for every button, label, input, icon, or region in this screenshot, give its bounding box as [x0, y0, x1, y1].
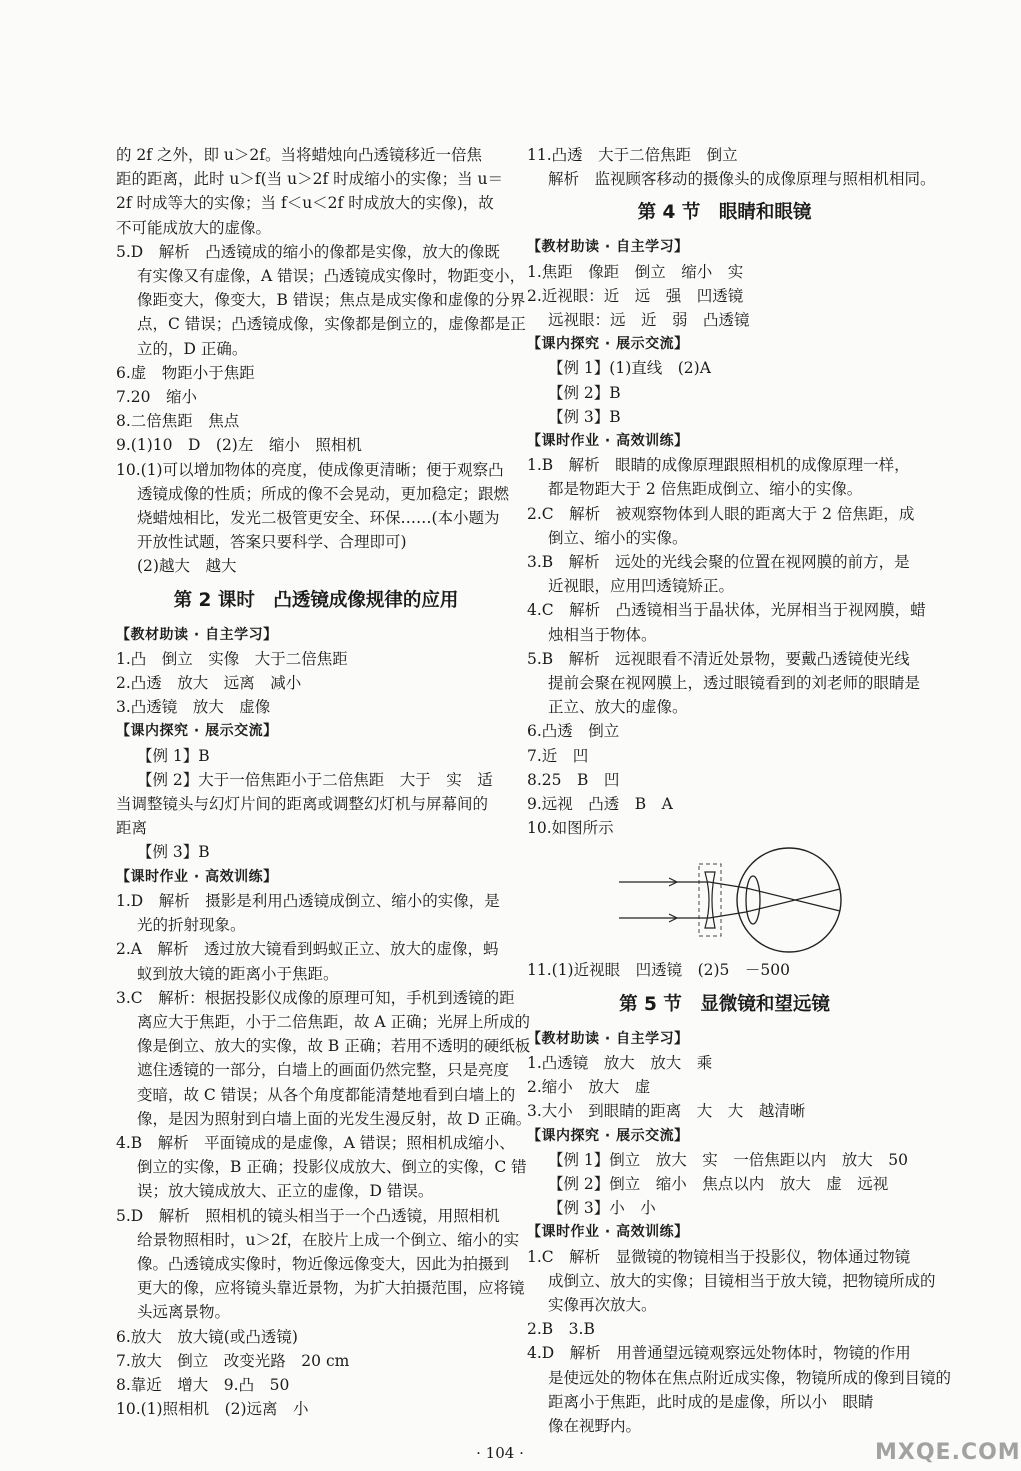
answer-line: 【例 1】(1)直线 (2)A — [548, 359, 711, 378]
answer-line: 8.25 B 凹 — [527, 770, 620, 789]
answer-line: 11.(1)近视眼 凹透镜 (2)5 －500 — [527, 961, 791, 980]
answer-line: 1.焦距 像距 倒立 缩小 实 — [527, 262, 744, 281]
answer-line: 3.凸透镜 放大 虚像 — [116, 698, 271, 717]
answer-line: 1.B 解析 眼睛的成像原理跟照相机的成像原理一样， — [527, 456, 910, 475]
answer-line: 【例 2】倒立 缩小 焦点以内 放大 虚 远视 — [548, 1174, 889, 1193]
answer-line: 点，C 错误；凸透镜成像，实像都是倒立的，虚像都是正 — [137, 315, 526, 334]
answer-line: 【例 2】B — [548, 383, 621, 402]
answer-line: 给景物照相时，u＞2f，在胶片上成一个倒立、缩小的实 — [137, 1230, 520, 1249]
section-heading: 【课内探究 · 展示交流】 — [527, 336, 689, 353]
eyeball-outline — [737, 848, 841, 952]
answer-line: 2f 时成等大的实像；当 f＜u＜2f 时成放大的实像)，故 — [116, 194, 494, 213]
answer-line: 像距变大，像变大，B 错误；焦点是成实像和虚像的分界 — [137, 291, 526, 310]
answer-line: 4.B 解析 平面镜成的是虚像，A 错误；照相机成缩小、 — [116, 1133, 515, 1152]
answer-line: 距离 — [116, 819, 148, 838]
answer-line: 离应大于焦距，小于二倍焦距，故 A 正确；光屏上所成的 — [137, 1012, 531, 1031]
answer-line: 像，是因为照射到白墙上面的光发生漫反射，故 D 正确。 — [137, 1109, 532, 1128]
answer-line: 2.A 解析 透过放大镜看到蚂蚁正立、放大的虚像，蚂 — [116, 940, 499, 959]
answer-line: 像。凸透镜成实像时，物近像远像变大，因此为拍摄到 — [137, 1254, 510, 1273]
answer-line: 5.D 解析 凸透镜成的缩小的像都是实像，放大的像既 — [116, 242, 500, 261]
section-heading: 【课内探究 · 展示交流】 — [116, 723, 278, 740]
answer-line: 5.D 解析 照相机的镜头相当于一个凸透镜，用照相机 — [116, 1206, 500, 1225]
page-number: · 104 · — [476, 1444, 524, 1462]
section-heading: 【教材助读 · 自主学习】 — [527, 239, 689, 256]
answer-line: 4.D 解析 用普通望远镜观察远处物体时，物镜的作用 — [527, 1344, 911, 1363]
answer-line: 7.放大 倒立 改变光路 20 cm — [116, 1351, 350, 1370]
answer-line: 【例 2】大于一倍焦距小于二倍焦距 大于 实 适 — [137, 770, 493, 789]
answer-line: 实像再次放大。 — [548, 1295, 657, 1314]
section-heading: 【教材助读 · 自主学习】 — [527, 1030, 689, 1047]
answer-line: 2.缩小 放大 虚 — [527, 1078, 651, 1097]
answer-line: 2.近视眼：近 远 强 凹透镜 — [527, 286, 744, 305]
answer-line: 3.B 解析 远处的光线会聚的位置在视网膜的前方，是 — [527, 553, 910, 572]
answer-line: 4.C 解析 凸透镜相当于晶状体，光屏相当于视网膜，蜡 — [527, 601, 926, 620]
answer-line: 提前会聚在视网膜上，透过眼镜看到的刘老师的眼睛是 — [548, 674, 921, 693]
answer-line: (2)越大 越大 — [137, 557, 237, 576]
answer-line: 透镜成像的性质；所成的像不会晃动，更加稳定；跟燃 — [137, 484, 510, 503]
answer-line: 像是倒立、放大的实像，故 B 正确；若用不透明的硬纸板 — [137, 1037, 531, 1056]
section-heading: 【课时作业 · 高效训练】 — [527, 433, 689, 450]
answer-line: 成倒立、放大的实像；目镜相当于放大镜，把物镜所成的 — [548, 1271, 936, 1290]
answer-line: 8.二倍焦距 焦点 — [116, 412, 240, 431]
answer-line: 9.(1)10 D (2)左 缩小 照相机 — [116, 436, 362, 455]
refracted-ray-lower — [709, 889, 840, 918]
answer-line: 1.凸 倒立 实像 大于二倍焦距 — [116, 649, 348, 668]
answer-line: 【例 1】倒立 放大 实 一倍焦距以内 放大 50 — [548, 1150, 909, 1169]
eye-lens — [746, 876, 760, 924]
figure-eye-diagram — [527, 840, 922, 958]
answer-line: 3.大小 到眼睛的距离 大 大 越清晰 — [527, 1102, 806, 1121]
answer-line: 解析 监视顾客移动的摄像头的成像原理与照相机相同。 — [548, 170, 936, 189]
concave-lens — [705, 872, 715, 928]
right-column — [527, 143, 952, 1438]
answer-line: 6.虚 物距小于焦距 — [116, 363, 255, 382]
section-heading: 【课时作业 · 高效训练】 — [527, 1224, 689, 1241]
section-title: 第 5 节 显微镜和望远镜 — [619, 993, 830, 1015]
answer-line: 头远离景物。 — [137, 1303, 231, 1322]
site-logo-watermark: MXQE.COM — [875, 1440, 1021, 1465]
answer-line: 9.远视 凸透 B A — [527, 795, 673, 814]
section-heading: 【课内探究 · 展示交流】 — [527, 1127, 689, 1144]
answer-line: 【例 1】B — [137, 746, 210, 765]
answer-line: 正立、放大的虚像。 — [548, 698, 688, 717]
answer-line: 近视眼，应用凹透镜矫正。 — [548, 577, 735, 596]
answer-line: 1.D 解析 摄影是利用凸透镜成倒立、缩小的实像，是 — [116, 891, 500, 910]
answer-line: 【例 3】B — [548, 407, 621, 426]
left-column — [116, 143, 532, 1421]
answer-line: 光的折射现象。 — [137, 916, 246, 935]
answer-line: 都是物距大于 2 倍焦距成倒立、缩小的实像。 — [548, 480, 863, 499]
answer-line: 6.放大 放大镜(或凸透镜) — [116, 1327, 298, 1346]
eye-correction-diagram — [619, 844, 859, 956]
answer-line: 当调整镜头与幻灯片间的距离或调整幻灯机与屏幕间的 — [116, 795, 489, 814]
answer-line: 10.(1)照相机 (2)远离 小 — [116, 1400, 309, 1419]
answer-line: 烧蜡烛相比，发光二极管更安全、环保……(本小题为 — [137, 509, 500, 528]
answer-line: 遮住透镜的一部分，白墙上的画面仍然完整，只是亮度 — [137, 1061, 510, 1080]
answer-line: 倒立、缩小的实像。 — [548, 528, 688, 547]
answer-line: 烛相当于物体。 — [548, 625, 657, 644]
answer-line: 远视眼：远 近 弱 凸透镜 — [548, 311, 750, 330]
answer-line: 10.(1)可以增加物体的亮度，使成像更清晰；便于观察凸 — [116, 460, 504, 479]
answer-line: 7.20 缩小 — [116, 388, 198, 407]
answer-line: 1.C 解析 显微镜的物镜相当于投影仪，物体通过物镜 — [527, 1247, 911, 1266]
answer-line: 8.靠近 增大 9.凸 50 — [116, 1375, 290, 1394]
answer-line: 蚁到放大镜的距离小于焦距。 — [137, 964, 339, 983]
answer-line: 2.凸透 放大 远离 减小 — [116, 674, 302, 693]
glasses-frame — [699, 864, 721, 936]
answer-line: 像在视野内。 — [548, 1416, 642, 1435]
answer-line: 更大的像，应将镜头靠近景物，为扩大拍摄范围，应将镜 — [137, 1279, 525, 1298]
answer-line: 误；放大镜成放大、正立的虚像，D 错误。 — [137, 1182, 434, 1201]
answer-line: 倒立的实像，B 正确；投影仪成放大、倒立的实像，C 错 — [137, 1158, 527, 1177]
answer-line: 距的距离，此时 u＞f(当 u＞2f 时成缩小的实像；当 u＝ — [116, 170, 504, 189]
answer-line: 【例 3】B — [137, 843, 210, 862]
answer-line: 5.B 解析 远视眼看不清近处景物，要戴凸透镜使光线 — [527, 649, 910, 668]
answer-line: 变暗，故 C 错误；从各个角度都能清楚地看到白墙上的 — [137, 1085, 516, 1104]
answer-line: 不可能成放大的虚像。 — [116, 218, 272, 237]
answer-line: 有实像又有虚像，A 错误；凸透镜成实像时，物距变小， — [137, 267, 526, 286]
answer-line: 10.如图所示 — [527, 819, 614, 838]
answer-line: 2.C 解析 被观察物体到人眼的距离大于 2 倍焦距，成 — [527, 504, 915, 523]
refracted-ray-upper — [709, 882, 840, 911]
answer-line: 【例 3】小 小 — [548, 1199, 656, 1218]
answer-line: 开放性试题，答案只要科学、合理即可) — [137, 533, 407, 552]
answer-line: 距离小于焦距，此时成的是虚像，所以小 眼睛 — [548, 1392, 874, 1411]
section-title: 第 2 课时 凸透镜成像规律的应用 — [173, 589, 459, 611]
section-heading: 【教材助读 · 自主学习】 — [116, 626, 278, 643]
answer-line: 1.凸透镜 放大 放大 乘 — [527, 1053, 713, 1072]
answer-line: 2.B 3.B — [527, 1320, 595, 1339]
section-heading: 【课时作业 · 高效训练】 — [116, 868, 278, 885]
answer-line: 6.凸透 倒立 — [527, 722, 620, 741]
answer-line: 是使远处的物体在焦点附近成实像，物镜所成的像到目镜的 — [548, 1368, 952, 1387]
answer-line: 3.C 解析：根据投影仪成像的原理可知，手机到透镜的距 — [116, 988, 515, 1007]
answer-line: 立的，D 正确。 — [137, 339, 248, 358]
answer-line: 11.凸透 大于二倍焦距 倒立 — [527, 146, 738, 164]
answer-line: 7.近 凹 — [527, 746, 589, 765]
section-title: 第 4 节 眼睛和眼镜 — [637, 202, 812, 224]
answer-line: 的 2f 之外，即 u＞2f。当将蜡烛向凸透镜移近一倍焦 — [116, 146, 482, 164]
